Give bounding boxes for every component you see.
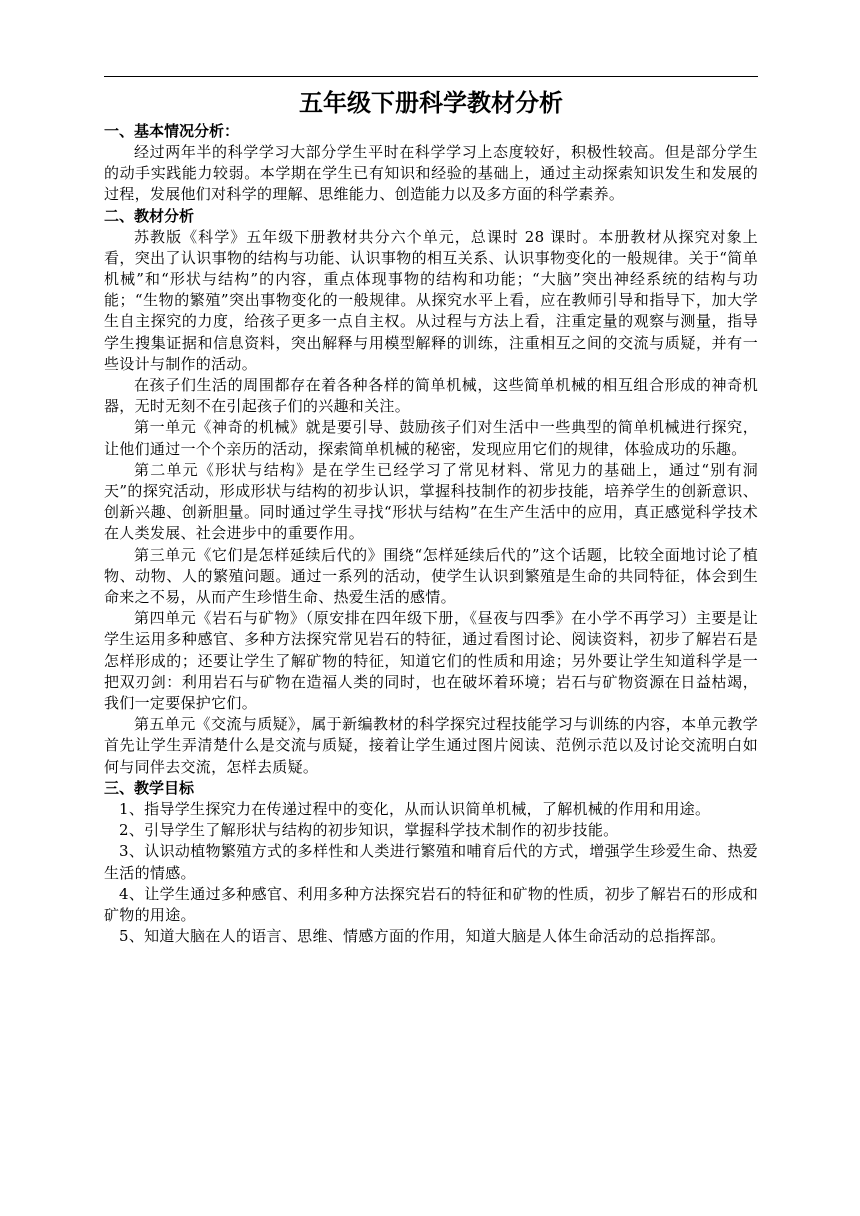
paragraph: 第四单元《岩石与矿物》（原安排在四年级下册，《昼夜与四季》在小学不再学习）主要是让学生运用多种感官、多种方法探究常见岩石的特征，通过看图讨论、阅读资料，初步了解岩石是怎样形成的；还要让学生了解矿物的特征，知道它们的性质和用途；另外要让学生知道科学是一把双刃剑：利用岩石与矿物在造福人类的同时，也在破坏着环境；岩石与矿物资源在日益枯竭，我们一定要保护它们。 [104, 609, 758, 713]
paragraph: 第三单元《它们是怎样延续后代的》围绕“怎样延续后代的”这个话题，比较全面地讨论了植物、动物、人的繁殖问题。通过一系列的活动，使学生认识到繁殖是生命的共同特征，体会到生命来之不易，从而产生珍惜生命、热爱生活的感情。 [104, 545, 758, 607]
paragraph: 在孩子们生活的周围都存在着各种各样的简单机械，这些简单机械的相互组合形成的神奇机器，无时无刻不在引起孩子们的兴趣和关注。 [104, 376, 758, 416]
section-textbook-analysis [104, 206, 758, 778]
goal-item: 4、让学生通过多种感官、利用多种方法探究岩石的特征和矿物的性质，初步了解岩石的形成和矿物的用途。 [104, 884, 758, 924]
section-basic-situation [104, 121, 758, 206]
goal-item: 5、知道大脑在人的语言、思维、情感方面的作用，知道大脑是人体生命活动的总指挥部。 [119, 927, 726, 946]
document-title: 五年级下册科学教材分析 [299, 88, 563, 117]
section-teaching-goals [104, 778, 758, 947]
goal-item: 3、认识动植物繁殖方式的多样性和人类进行繁殖和哺育后代的方式，增强学生珍爱生命、热爱生活的情感。 [104, 842, 758, 882]
paragraph: 苏教版《科学》五年级下册教材共分六个单元，总课时 28 课时。本册教材从探究对象上看，突出了认识事物的结构与功能、认识事物的相互关系、认识事物变化的一般规律。关于“简单机械”和“形状与结构”的内容，重点体现事物的结构和功能；“大脑”突出神经系统的结构与功能；“生物的繁殖”突出事物变化的一般规律。从探究水平上看，应在教师引导和指导下，加大学生自主探究的力度，给孩子更多一点自主权。从过程与方法上看，注重定量的观察与测量，指导学生搜集证据和信息资料，突出解释与用模型解释的训练，注重相互之间的交流与质疑，并有一些设计与制作的活动。 [104, 227, 758, 373]
paragraph: 第一单元《神奇的机械》就是要引导、鼓励孩子们对生活中一些典型的简单机械进行探究，让他们通过一个个亲历的活动，探索简单机械的秘密，发现应用它们的规律，体验成功的乐趣。 [104, 418, 758, 458]
paragraph: 第五单元《交流与质疑》，属于新编教材的科学探究过程技能学习与训练的内容，本单元教学首先让学生弄清楚什么是交流与质疑，接着让学生通过图片阅读、范例示范以及讨论交流明白如何与同伴去交流，怎样去质疑。 [104, 715, 758, 776]
goal-item: 1、指导学生探究力在传递过程中的变化，从而认识简单机械，了解机械的作用和用途。 [119, 799, 711, 818]
section-heading: 三、教学目标 [104, 778, 195, 797]
header-rule [104, 76, 758, 77]
paragraph: 经过两年半的科学学习大部分学生平时在科学学习上态度较好，积极性较高。但是部分学生的动手实践能力较弱。本学期在学生已有知识和经验的基础上，通过主动探索知识发生和发展的过程，发展他们对科学的理解、思维能力、创造能力以及多方面的科学素养。 [104, 143, 758, 204]
section-heading: 一、基本情况分析： [104, 122, 240, 140]
paragraph: 第二单元《形状与结构》是在学生已经学习了常见材料、常见力的基础上，通过“别有洞天”的探究活动，形成形状与结构的初步认识，掌握科技制作的初步技能，培养学生的创新意识、创新兴趣、创新胆量。同时通过学生寻找“形状与结构”在生产生活中的应用，真正感觉科学技术在人类发展、社会进步中的重要作用。 [104, 460, 758, 543]
document-page [104, 76, 758, 947]
goal-item: 2、引导学生了解形状与结构的初步知识，掌握科学技术制作的初步技能。 [119, 821, 619, 840]
section-heading: 二、教材分析 [104, 206, 195, 225]
